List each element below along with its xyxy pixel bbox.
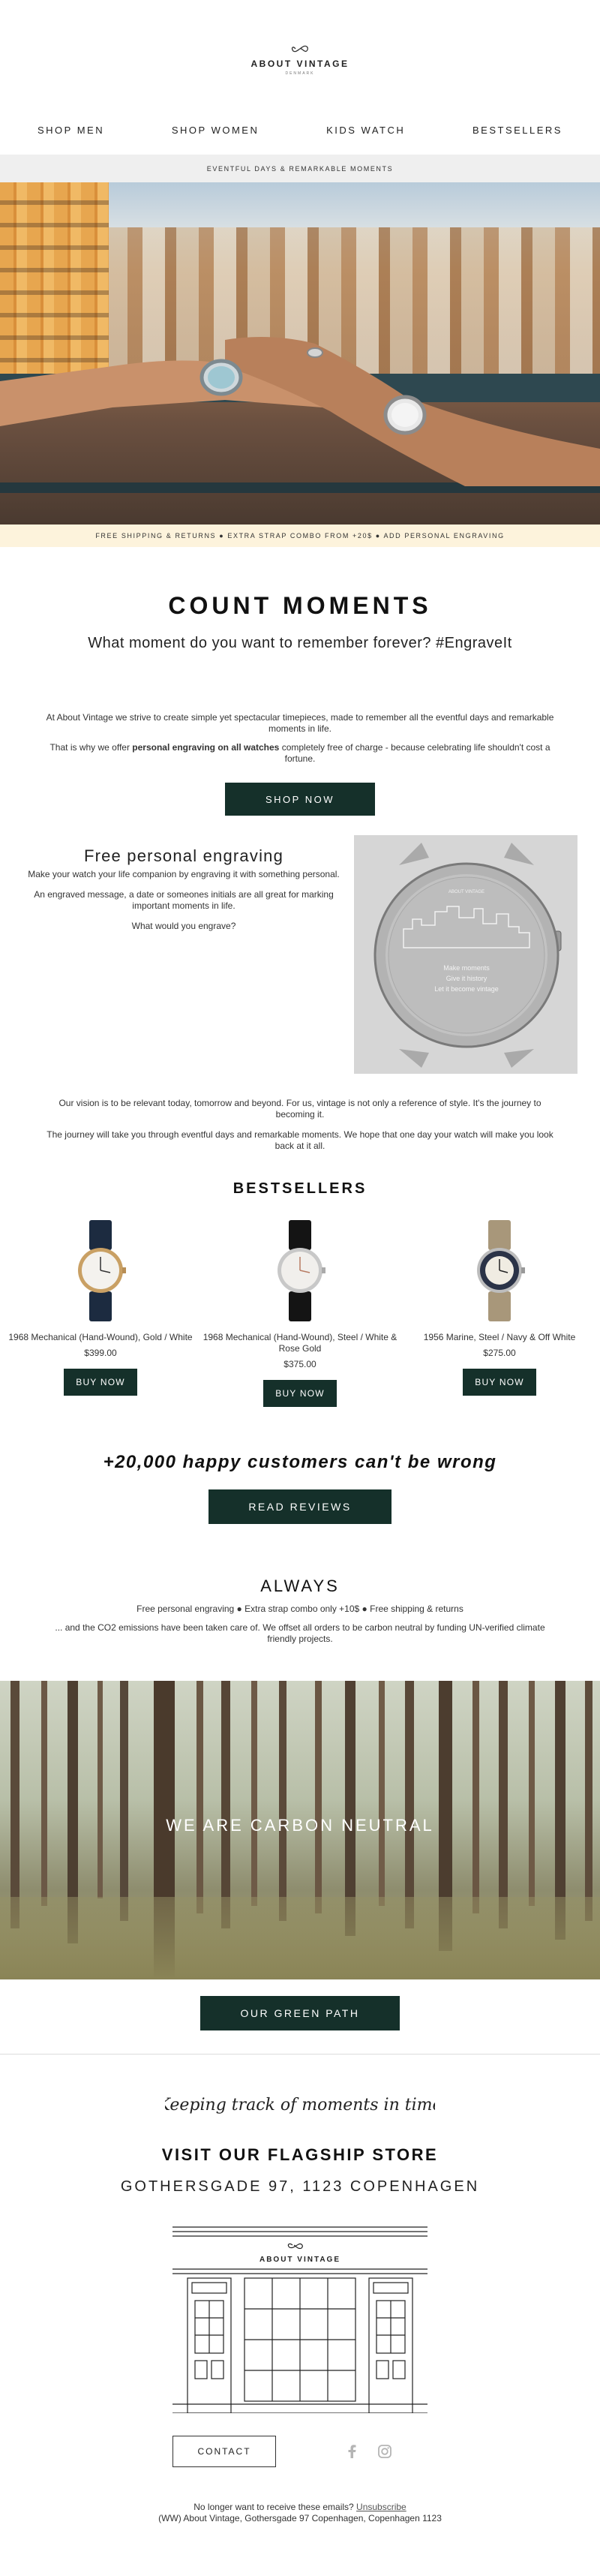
caseback-top-text: ABOUT VINTAGE — [448, 890, 485, 894]
headline-section — [0, 547, 600, 682]
bestsellers-title: BESTSELLERS — [232, 1180, 368, 1197]
brand-subtitle: DENMARK — [285, 71, 315, 76]
footer-actions — [0, 2436, 600, 2467]
headline-title: COUNT MOMENTS — [168, 592, 432, 619]
always-title: ALWAYS — [260, 1577, 340, 1595]
product-card — [400, 1220, 598, 1407]
usp-bar: FREE SHIPPING & RETURNS ● EXTRA STRAP COMBO FROM +20$ ● ADD PERSONAL ENGRAVING — [0, 525, 600, 547]
product-image[interactable] — [400, 1220, 598, 1321]
product-name[interactable]: 1968 Mechanical (Hand-Wound), Steel / White & Rose Gold — [202, 1332, 398, 1354]
product-image[interactable] — [2, 1220, 200, 1321]
intro-paragraph-2: That is why we offer personal engraving on all watches completely free of charge - because celebrating life shouldn't cost a fortune. — [50, 742, 550, 764]
product-price: $399.00 — [84, 1348, 117, 1358]
product-card — [2, 1220, 200, 1407]
header-logo[interactable] — [0, 0, 600, 105]
nav-kids-watch[interactable]: KIDS WATCH — [326, 124, 406, 136]
caseback-line-3: Let it become vintage — [434, 985, 499, 993]
carbon-neutral-text: WE ARE CARBON NEUTRAL — [166, 1816, 434, 1835]
reviews-cta-wrap — [0, 1489, 600, 1524]
signature-script — [0, 2089, 600, 2123]
flagship-section — [0, 2145, 600, 2196]
product-name[interactable]: 1968 Mechanical (Hand-Wound), Gold / White — [8, 1332, 193, 1342]
facebook-icon[interactable] — [346, 2445, 357, 2458]
engraved-caseback-image[interactable] — [354, 835, 578, 1074]
vision-paragraph-2: The journey will take you through eventful days and remarkable moments. We hope that one day your watch will make you look back at it all. — [46, 1129, 554, 1151]
engraving-paragraph-3: What would you engrave? — [131, 921, 236, 931]
nav-bestsellers[interactable]: BESTSELLERS — [472, 124, 562, 136]
flagship-address: GOTHERSGADE 97, 1123 COPENHAGEN — [120, 2178, 480, 2195]
nav-shop-men[interactable]: SHOP MEN — [38, 124, 105, 136]
infinity-logo-icon — [290, 44, 310, 54]
main-nav — [0, 105, 600, 155]
engraving-title: Free personal engraving — [83, 846, 284, 865]
intro-bold: personal engraving on all watches — [132, 742, 280, 753]
carbon-neutral-image[interactable] — [0, 1681, 600, 1979]
flagship-title: VISIT OUR FLAGSHIP STORE — [161, 2145, 439, 2164]
hero-hands-watches — [0, 336, 600, 486]
unsubscribe-line: No longer want to receive these emails? Unsubscribe — [194, 2502, 406, 2512]
social-links — [346, 2445, 392, 2458]
caseback-line-2: Give it history — [446, 975, 488, 982]
watch-marine-navy-icon — [473, 1220, 526, 1321]
product-price: $375.00 — [284, 1359, 316, 1369]
brand-name: ABOUT VINTAGE — [250, 58, 350, 69]
engraving-section — [0, 835, 600, 1090]
forest-ground — [0, 1897, 600, 1979]
buy-now-button[interactable]: BUY NOW — [263, 1380, 337, 1407]
nav-shop-women[interactable]: SHOP WOMEN — [171, 124, 260, 136]
our-green-path-button[interactable]: OUR GREEN PATH — [200, 1996, 400, 2030]
buy-now-button[interactable]: BUY NOW — [463, 1369, 536, 1396]
engraving-paragraph-2: An engraved message, a date or someones initials are all great for marking important moments in life. — [34, 889, 334, 911]
watch-steel-rosegold-icon — [274, 1220, 326, 1321]
green-path-cta-wrap — [0, 1996, 600, 2030]
caseback-line-1: Make moments — [443, 964, 490, 972]
product-image[interactable] — [201, 1220, 399, 1321]
footer-address: (WW) About Vintage, Gothersgade 97 Copenhagen, Copenhagen 1123 — [158, 2513, 442, 2523]
watch-caseback-icon — [354, 835, 578, 1074]
watch-gold-white-icon — [74, 1220, 127, 1321]
storefront-icon — [172, 2226, 428, 2413]
contact-button[interactable]: CONTACT — [172, 2436, 276, 2467]
unsubscribe-footer — [0, 2502, 600, 2524]
vision-paragraph-1: Our vision is to be relevant today, tomorrow and beyond. For us, vintage is not only a reference of style. It's the journey to becoming it. — [58, 1098, 542, 1120]
always-line-2: ... and the CO2 emissions have been taken care of. We offset all orders to be carbon neutral by funding UN-verified climate friendly projects. — [55, 1622, 545, 1644]
storefront-illustration[interactable] — [0, 2226, 600, 2413]
shop-now-button[interactable]: SHOP NOW — [225, 783, 375, 816]
buy-now-button[interactable]: BUY NOW — [64, 1369, 137, 1396]
storefront-sign: ABOUT VINTAGE — [259, 2256, 341, 2264]
reviews-title: +20,000 happy customers can't be wrong — [103, 1452, 497, 1472]
always-line-1: Free personal engraving ● Extra strap combo only +10$ ● Free shipping & returns — [136, 1604, 464, 1614]
product-grid — [0, 1220, 600, 1407]
headline-subtitle: What moment do you want to remember forever? #EngraveIt — [88, 635, 512, 651]
hero-image[interactable] — [0, 182, 600, 525]
always-section — [0, 1577, 600, 1645]
vision-section — [0, 1098, 600, 1152]
instagram-icon[interactable] — [378, 2445, 392, 2458]
engraving-text — [15, 846, 352, 941]
unsubscribe-link[interactable]: Unsubscribe — [356, 2502, 406, 2512]
intro-section — [0, 682, 600, 816]
svg-text:Keeping track of moments in ti: Keeping track of moments in time — [165, 2096, 435, 2115]
product-card — [201, 1220, 399, 1407]
read-reviews-button[interactable]: READ REVIEWS — [208, 1489, 392, 1524]
product-price: $275.00 — [483, 1348, 516, 1358]
intro-paragraph-1: At About Vintage we strive to create simple yet spectacular timepieces, made to remember all the eventful days and remarkable moments in life. — [46, 712, 554, 734]
product-name[interactable]: 1956 Marine, Steel / Navy & Off White — [423, 1332, 576, 1342]
engraving-paragraph-1: Make your watch your life companion by engraving it with something personal. — [28, 869, 340, 879]
signature-icon — [165, 2089, 435, 2119]
announcement-bar: EVENTFUL DAYS & REMARKABLE MOMENTS — [0, 155, 600, 182]
